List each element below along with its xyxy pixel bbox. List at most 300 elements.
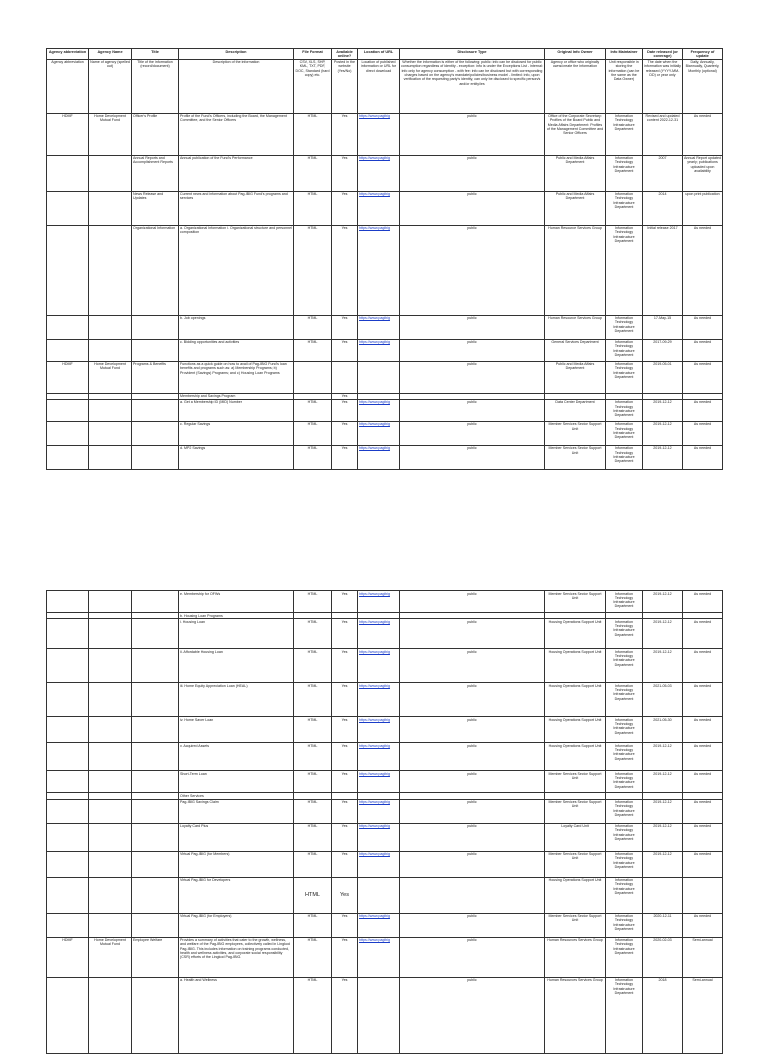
cell-url bbox=[358, 851, 400, 877]
cell-url bbox=[358, 155, 400, 191]
cell-file-format: HTML bbox=[294, 977, 332, 1053]
cell-info-maintainer: Information Technology Infrastructure Department bbox=[606, 771, 643, 793]
url-link[interactable]: https://www.pagibig bbox=[359, 316, 390, 321]
cell-frequency: Semi-annual bbox=[683, 977, 723, 1053]
cell-disclosure-type: public bbox=[400, 913, 545, 937]
cell-agency-name bbox=[89, 851, 132, 877]
cell-date-released: 2019-05-01 bbox=[643, 361, 683, 393]
cell-agency-name bbox=[89, 155, 132, 191]
cell-description: iii. Home Equity Appreciation Loan (HEAL) bbox=[179, 683, 294, 717]
cell-agency-abbr bbox=[47, 421, 89, 445]
cell-disclosure-type: public bbox=[400, 591, 545, 613]
url-link[interactable]: https://www.pagibig bbox=[359, 852, 390, 857]
url-link[interactable]: https://www.pagibig bbox=[359, 340, 390, 345]
cell-info-owner: General Services Department bbox=[545, 339, 606, 361]
url-link[interactable]: https://www.pagibig bbox=[359, 824, 390, 829]
cell-info-maintainer: Information Technology Infrastructure Department bbox=[606, 191, 643, 225]
header-cell: Location of URL bbox=[358, 49, 400, 60]
cell-url bbox=[358, 771, 400, 793]
cell-description: Current news and information about Pag-IBIG Fund's programs and services bbox=[179, 191, 294, 225]
url-link[interactable]: https://www.pagibig bbox=[359, 114, 390, 119]
table-row bbox=[47, 771, 723, 793]
cell-agency-name bbox=[89, 619, 132, 649]
cell-title bbox=[132, 851, 179, 877]
url-link[interactable]: https://www.pagibig bbox=[359, 619, 390, 624]
cell-frequency: As needed bbox=[683, 619, 723, 649]
cell-info-owner: Human Resource Services Group bbox=[545, 225, 606, 315]
cell-info-maintainer: Information Technology Infrastructure Department bbox=[606, 977, 643, 1053]
header-note: Agency or office who originally owns/create the information bbox=[545, 59, 606, 113]
header-cell: Available online? bbox=[332, 49, 358, 60]
cell-agency-abbr bbox=[47, 619, 89, 649]
cell-agency-name: Home Development Mutual Fund bbox=[89, 361, 132, 393]
cell-date-released: 2019-12-12 bbox=[643, 445, 683, 469]
table-row bbox=[47, 649, 723, 683]
cell-agency-abbr bbox=[47, 823, 89, 851]
cell-file-format: HTML bbox=[294, 399, 332, 421]
cell-info-owner: Office of the Corporate Secretary: Profiles of the Board Public and Media Affairs Department: Profiles of the Management Committee and Senior Officers bbox=[545, 113, 606, 155]
cell-description: c. Bidding opportunities and activities bbox=[179, 339, 294, 361]
cell-title bbox=[132, 683, 179, 717]
cell-info-maintainer: Information Technology Infrastructure Department bbox=[606, 155, 643, 191]
header-notes-row bbox=[47, 59, 723, 113]
cell-disclosure-type bbox=[400, 877, 545, 913]
cell-agency-abbr bbox=[47, 683, 89, 717]
cell-file-format: HTML bbox=[294, 339, 332, 361]
cell-title: Employee Welfare bbox=[132, 937, 179, 977]
table-row bbox=[47, 799, 723, 823]
cell-info-maintainer: Information Technology Infrastructure Department bbox=[606, 399, 643, 421]
cell-url bbox=[358, 937, 400, 977]
cell-url bbox=[358, 717, 400, 743]
cell-info-maintainer: Information Technology Infrastructure Department bbox=[606, 649, 643, 683]
header-cell: Agency abbreviation bbox=[47, 49, 89, 60]
url-link[interactable]: https://www.pagibig bbox=[359, 743, 390, 748]
table-row bbox=[47, 591, 723, 613]
cell-url bbox=[358, 399, 400, 421]
cell-title bbox=[132, 315, 179, 339]
cell-available-online: Yes bbox=[332, 913, 358, 937]
cell-description: a. Get a Membership ID (MID) Number bbox=[179, 399, 294, 421]
cell-description: Annual publication of the Fund's Performance bbox=[179, 155, 294, 191]
cell-info-owner: Member Services Sector Support Unit bbox=[545, 799, 606, 823]
cell-title bbox=[132, 799, 179, 823]
cell-url bbox=[358, 977, 400, 1053]
url-link[interactable]: https://www.pagibig bbox=[359, 422, 390, 427]
cell-frequency: As needed bbox=[683, 399, 723, 421]
cell-disclosure-type: public bbox=[400, 799, 545, 823]
header-cell: File Format bbox=[294, 49, 332, 60]
cell-file-format: HTML bbox=[294, 421, 332, 445]
cell-title: News Release and Updates bbox=[132, 191, 179, 225]
cell-frequency: As needed bbox=[683, 113, 723, 155]
cell-info-maintainer: Information Technology Infrastructure Department bbox=[606, 445, 643, 469]
cell-available-online bbox=[332, 361, 358, 393]
url-link[interactable]: https://www.pagibig bbox=[359, 717, 390, 722]
cell-date-released: 2020-02-03 bbox=[643, 937, 683, 977]
cell-file-format: HTML bbox=[294, 591, 332, 613]
cell-info-owner: Member Services Sector Support Unit bbox=[545, 851, 606, 877]
header-cell: Original Info Owner bbox=[545, 49, 606, 60]
cell-info-maintainer: Information Technology Infrastructure Department bbox=[606, 225, 643, 315]
cell-file-format: HTML bbox=[294, 743, 332, 771]
cell-available-online: Yes bbox=[332, 591, 358, 613]
cell-date-released: 2019-12-12 bbox=[643, 743, 683, 771]
cell-date-released: 2019-12-12 bbox=[643, 649, 683, 683]
cell-disclosure-type: public bbox=[400, 683, 545, 717]
cell-agency-abbr: HDMF bbox=[47, 113, 89, 155]
cell-title bbox=[132, 649, 179, 683]
cell-agency-abbr bbox=[47, 591, 89, 613]
cell-date-released: 2014 bbox=[643, 191, 683, 225]
cell-title bbox=[132, 877, 179, 913]
cell-title bbox=[132, 619, 179, 649]
cell-date-released: Revised and updated content 2022-12-31 bbox=[643, 113, 683, 155]
url-link[interactable]: https://www.pagibig bbox=[359, 649, 390, 654]
cell-description: Virtual Pag-IBIG (for Members) bbox=[179, 851, 294, 877]
cell-frequency: upon print publication bbox=[683, 191, 723, 225]
cell-url bbox=[358, 421, 400, 445]
cell-description: Virtual Pag-IBIG for Developers bbox=[179, 877, 294, 913]
cell-date-released: 2021-05-30 bbox=[643, 717, 683, 743]
cell-info-maintainer: Information Technology Infrastructure Department bbox=[606, 823, 643, 851]
cell-info-owner: Member Services Sector Support Unit bbox=[545, 771, 606, 793]
cell-disclosure-type: public bbox=[400, 113, 545, 155]
cell-description: b. Job openings bbox=[179, 315, 294, 339]
cell-frequency: As needed bbox=[683, 445, 723, 469]
cell-url bbox=[358, 913, 400, 937]
cell-available-online: Yes bbox=[332, 937, 358, 977]
table-row bbox=[47, 155, 723, 191]
cell-date-released: 2020-12-11 bbox=[643, 913, 683, 937]
table-row bbox=[47, 421, 723, 445]
cell-description: c. Regular Savings bbox=[179, 421, 294, 445]
cell-info-maintainer: Information Technology Infrastructure Department bbox=[606, 683, 643, 717]
cell-description: iv. Home Saver Loan bbox=[179, 717, 294, 743]
cell-file-format: HTML bbox=[294, 113, 332, 155]
cell-agency-name bbox=[89, 823, 132, 851]
table-row bbox=[47, 399, 723, 421]
cell-info-maintainer: Information Technology Infrastructure Department bbox=[606, 851, 643, 877]
cell-url bbox=[358, 683, 400, 717]
cell-description: Other Services bbox=[179, 793, 294, 799]
cell-agency-name bbox=[89, 743, 132, 771]
cell-disclosure-type: public bbox=[400, 717, 545, 743]
cell-date-released: 2019-12-12 bbox=[643, 771, 683, 793]
header-cell: Description bbox=[179, 49, 294, 60]
cell-description: ii. Affordable Housing Loan bbox=[179, 649, 294, 683]
cell-title: Annual Reports and Accomplishment Reports bbox=[132, 155, 179, 191]
cell-disclosure-type: public bbox=[400, 225, 545, 315]
cell-agency-abbr bbox=[47, 339, 89, 361]
cell-disclosure-type: public bbox=[400, 743, 545, 771]
cell-info-maintainer: Information Technology Infrastructure Department bbox=[606, 937, 643, 977]
cell-info-maintainer: Information Technology Infrastructure Department bbox=[606, 361, 643, 393]
cell-info-owner: Member Services Sector Support Unit bbox=[545, 445, 606, 469]
cell-agency-abbr bbox=[47, 799, 89, 823]
cell-available-online: Yes bbox=[332, 191, 358, 225]
cell-agency-name bbox=[89, 225, 132, 315]
cell-info-owner: Housing Operations Support Unit bbox=[545, 717, 606, 743]
cell-available-online: Yes bbox=[332, 399, 358, 421]
cell-agency-name bbox=[89, 445, 132, 469]
cell-agency-name bbox=[89, 649, 132, 683]
cell-agency-name bbox=[89, 191, 132, 225]
cell-disclosure-type: public bbox=[400, 339, 545, 361]
cell-available-online: Yes bbox=[332, 851, 358, 877]
cell-agency-name bbox=[89, 771, 132, 793]
cell-agency-name bbox=[89, 315, 132, 339]
cell-url bbox=[358, 191, 400, 225]
cell-url bbox=[358, 113, 400, 155]
cell-agency-abbr bbox=[47, 649, 89, 683]
table-row bbox=[47, 913, 723, 937]
cell-title bbox=[132, 591, 179, 613]
cell-frequency: As needed bbox=[683, 717, 723, 743]
cell-file-format: HTML bbox=[294, 771, 332, 793]
cell-file-format: HTML bbox=[294, 315, 332, 339]
cell-info-maintainer: Information Technology Infrastructure Department bbox=[606, 421, 643, 445]
url-link[interactable]: https://www.pagibig bbox=[359, 156, 390, 161]
cell-file-format: HTML bbox=[294, 913, 332, 937]
cell-file-format bbox=[294, 361, 332, 393]
header-note: Location of published information or URL for direct download bbox=[358, 59, 400, 113]
cell-info-maintainer: Information Technology Infrastructure Department bbox=[606, 717, 643, 743]
cell-agency-abbr bbox=[47, 851, 89, 877]
table-row bbox=[47, 717, 723, 743]
cell-disclosure-type: public bbox=[400, 361, 545, 393]
cell-agency-name bbox=[89, 591, 132, 613]
url-link[interactable]: https://www.pagibig bbox=[359, 226, 390, 231]
cell-description: d. MP2 Savings bbox=[179, 445, 294, 469]
cell-frequency: As needed bbox=[683, 339, 723, 361]
cell-url bbox=[358, 361, 400, 393]
table-row bbox=[47, 113, 723, 155]
table-row bbox=[47, 851, 723, 877]
cell-info-owner: Housing Operations Support Unit bbox=[545, 743, 606, 771]
cell-agency-abbr bbox=[47, 445, 89, 469]
cell-info-maintainer: Information Technology Infrastructure Department bbox=[606, 619, 643, 649]
cell-file-format: HTML bbox=[294, 851, 332, 877]
cell-frequency: As needed bbox=[683, 823, 723, 851]
cell-info-maintainer: Information Technology Infrastructure Department bbox=[606, 315, 643, 339]
cell-available-online: Yes bbox=[332, 445, 358, 469]
header-note: Title of the information (record/document) bbox=[132, 59, 179, 113]
table-row bbox=[47, 445, 723, 469]
cell-title bbox=[132, 977, 179, 1053]
cell-date-released: 2017-09-29 bbox=[643, 339, 683, 361]
cell-agency-abbr: HDMF bbox=[47, 937, 89, 977]
cell-frequency: Annual Report updated yearly; publications uploaded upon availability bbox=[683, 155, 723, 191]
header-note: Agency abbreviation bbox=[47, 59, 89, 113]
cell-agency-abbr bbox=[47, 771, 89, 793]
cell-disclosure-type: public bbox=[400, 823, 545, 851]
cell-disclosure-type: public bbox=[400, 315, 545, 339]
header-cell: Agency Name bbox=[89, 49, 132, 60]
cell-file-format: HTML bbox=[294, 799, 332, 823]
cell-agency-abbr bbox=[47, 743, 89, 771]
cell-frequency: As needed bbox=[683, 591, 723, 613]
cell-description: Functions as a quick guide on how to avail of Pag-IBIG Fund's loan benefits and programs such as: a) Membership Programs; b) Provident (Savings) Programs; and c) Housing Loan Programs bbox=[179, 361, 294, 393]
url-link[interactable]: https://www.pagibig bbox=[359, 914, 390, 919]
table-row bbox=[47, 877, 723, 913]
info-inventory-table bbox=[46, 48, 723, 470]
cell-url bbox=[358, 339, 400, 361]
cell-title: Officer's Profile bbox=[132, 113, 179, 155]
cell-date-released: Initial release 2017 bbox=[643, 225, 683, 315]
cell-file-format: HTML bbox=[294, 155, 332, 191]
cell-description: Provides a summary of activities that cater to the growth, wellness, and welfare of the Pag-IBIG employees, collectively called in Lingkod Pag-IBIG. This includes information on training programs conducted, health and wellness activities, and corporate social responsibility (CSR) efforts of the Lingkod Pag-IBIG. bbox=[179, 937, 294, 977]
url-link[interactable]: https://www.pagibig bbox=[359, 591, 390, 596]
cell-info-owner: Public and Media Affairs Department bbox=[545, 155, 606, 191]
cell-info-owner: Housing Operations Support Unit bbox=[545, 877, 606, 913]
url-link[interactable]: https://www.pagibig bbox=[359, 771, 390, 776]
cell-available-online: Yes bbox=[332, 771, 358, 793]
cell-date-released: 17-May-15 bbox=[643, 315, 683, 339]
cell-frequency: As needed bbox=[683, 421, 723, 445]
cell-info-owner: Data Center Department bbox=[545, 399, 606, 421]
cell-available-online: Yes bbox=[332, 421, 358, 445]
cell-agency-name bbox=[89, 399, 132, 421]
cell-date-released: 2019-12-12 bbox=[643, 399, 683, 421]
info-inventory-table-continued bbox=[46, 590, 723, 1054]
cell-frequency: As needed bbox=[683, 743, 723, 771]
cell-url bbox=[358, 743, 400, 771]
cell-url bbox=[358, 799, 400, 823]
cell-disclosure-type: public bbox=[400, 421, 545, 445]
cell-date-released: 2019-12-12 bbox=[643, 619, 683, 649]
cell-available-online: Yes bbox=[332, 977, 358, 1053]
cell-title bbox=[132, 717, 179, 743]
cell-url bbox=[358, 445, 400, 469]
cell-info-maintainer: Information Technology Infrastructure Department bbox=[606, 339, 643, 361]
cell-disclosure-type: public bbox=[400, 445, 545, 469]
url-link[interactable]: https://www.pagibig bbox=[359, 800, 390, 805]
cell-date-released: 2018 bbox=[643, 977, 683, 1053]
header-cell: Date released (or coverage) bbox=[643, 49, 683, 60]
url-link[interactable]: https://www.pagibig bbox=[359, 938, 390, 943]
cell-file-format: HTML bbox=[294, 619, 332, 649]
cell-date-released: 2019-12-12 bbox=[643, 823, 683, 851]
header-cell: Title bbox=[132, 49, 179, 60]
cell-description: e. Membership for OFWs bbox=[179, 591, 294, 613]
cell-description: Short-Term Loan bbox=[179, 771, 294, 793]
cell-info-maintainer: Information Technology Infrastructure Department bbox=[606, 877, 643, 913]
cell-frequency: As needed bbox=[683, 771, 723, 793]
url-link[interactable]: https://www.pagibig bbox=[359, 683, 390, 688]
cell-available-online: Yes bbox=[332, 683, 358, 717]
cell-url bbox=[358, 823, 400, 851]
cell-frequency: As needed bbox=[683, 315, 723, 339]
cell-frequency: As needed bbox=[683, 683, 723, 717]
cell-available-online: Yes bbox=[332, 315, 358, 339]
cell-description: Loyalty Card Plus bbox=[179, 823, 294, 851]
url-link[interactable]: https://www.pagibig bbox=[359, 192, 390, 197]
cell-file-format: HTML bbox=[294, 683, 332, 717]
cell-frequency bbox=[683, 877, 723, 913]
cell-info-owner: Public and Media Affairs Department bbox=[545, 191, 606, 225]
cell-agency-name bbox=[89, 799, 132, 823]
cell-date-released bbox=[643, 877, 683, 913]
cell-info-owner: Member Services Sector Support Unit bbox=[545, 591, 606, 613]
header-note: CSV, XLS, SHP, KML, TXT, PDF, DOC, Standard (hard copy) etc. bbox=[294, 59, 332, 113]
cell-info-owner: Human Resources Services Group bbox=[545, 977, 606, 1053]
header-note: The date when the information was initially released (YYYY-MM-DD) or year only bbox=[643, 59, 683, 113]
cell-url bbox=[358, 619, 400, 649]
cell-disclosure-type: public bbox=[400, 771, 545, 793]
cell-disclosure-type: public bbox=[400, 937, 545, 977]
cell-url bbox=[358, 591, 400, 613]
cell-available-online: Yes bbox=[332, 155, 358, 191]
cell-file-format: HTML bbox=[294, 649, 332, 683]
cell-title bbox=[132, 339, 179, 361]
cell-agency-abbr bbox=[47, 191, 89, 225]
cell-file-format: HTML bbox=[294, 877, 332, 913]
table-row bbox=[47, 743, 723, 771]
cell-available-online: Yes bbox=[332, 823, 358, 851]
table-row bbox=[47, 937, 723, 977]
cell-title bbox=[132, 771, 179, 793]
cell-info-owner: Human Resource Services Group bbox=[545, 315, 606, 339]
cell-file-format: HTML bbox=[294, 717, 332, 743]
cell-agency-name bbox=[89, 683, 132, 717]
table-row bbox=[47, 361, 723, 393]
cell-frequency: As needed bbox=[683, 361, 723, 393]
table-row bbox=[47, 977, 723, 1053]
cell-url bbox=[358, 877, 400, 913]
url-link[interactable]: https://www.pagibig bbox=[359, 446, 390, 451]
cell-agency-abbr bbox=[47, 399, 89, 421]
cell-description: v. Acquired Assets bbox=[179, 743, 294, 771]
cell-available-online: Yes bbox=[332, 743, 358, 771]
table-row bbox=[47, 225, 723, 315]
cell-agency-abbr bbox=[47, 225, 89, 315]
cell-info-maintainer: Information Technology Infrastructure Department bbox=[606, 743, 643, 771]
cell-frequency: As needed bbox=[683, 799, 723, 823]
cell-description: a. Health and Wellness bbox=[179, 977, 294, 1053]
cell-date-released: 2019-12-12 bbox=[643, 421, 683, 445]
header-cell: Frequency of update bbox=[683, 49, 723, 60]
cell-date-released: 2019-12-12 bbox=[643, 851, 683, 877]
table-row bbox=[47, 315, 723, 339]
document-page-1 bbox=[46, 48, 722, 470]
cell-url bbox=[358, 649, 400, 683]
cell-description: i. Housing Loan bbox=[179, 619, 294, 649]
header-cell: Info Maintainer bbox=[606, 49, 643, 60]
table-row bbox=[47, 823, 723, 851]
cell-info-owner: Housing Operations Support Unit bbox=[545, 683, 606, 717]
cell-frequency: Semi-annual bbox=[683, 937, 723, 977]
cell-agency-abbr bbox=[47, 315, 89, 339]
header-note: Daily, Annually, Biannually, Quarterly, Monthly (optional) bbox=[683, 59, 723, 113]
cell-agency-name: Home Development Mutual Fund bbox=[89, 937, 132, 977]
header-cell: Disclosure Type bbox=[400, 49, 545, 60]
cell-info-maintainer: Information Technology Infrastructure Department bbox=[606, 799, 643, 823]
table-row bbox=[47, 191, 723, 225]
document-page-2 bbox=[46, 590, 722, 1054]
cell-info-owner: Housing Operations Support Unit bbox=[545, 619, 606, 649]
cell-file-format: HTML bbox=[294, 191, 332, 225]
cell-date-released: 2019-12-12 bbox=[643, 799, 683, 823]
cell-info-maintainer: Information Technology Infrastructure Department bbox=[606, 591, 643, 613]
cell-frequency: As needed bbox=[683, 225, 723, 315]
cell-info-owner: Loyalty Card Unit bbox=[545, 823, 606, 851]
url-link[interactable]: https://www.pagibig bbox=[359, 400, 390, 405]
cell-available-online: Yes bbox=[332, 799, 358, 823]
header-note: Whether the information is either of the following: public: info can be disclosed for public consumption regardless of identity - exception: info is under the Exceptions List - internal: info only for agency consumption - with fee: info can be disclosed but with corresponding charges based on the agency's mandate/policies/business model - limited: info, upon verification of the requesting party's identity, can only be disclosed to specific person/s and/or entity/ies bbox=[400, 59, 545, 113]
cell-agency-name bbox=[89, 421, 132, 445]
cell-title bbox=[132, 913, 179, 937]
